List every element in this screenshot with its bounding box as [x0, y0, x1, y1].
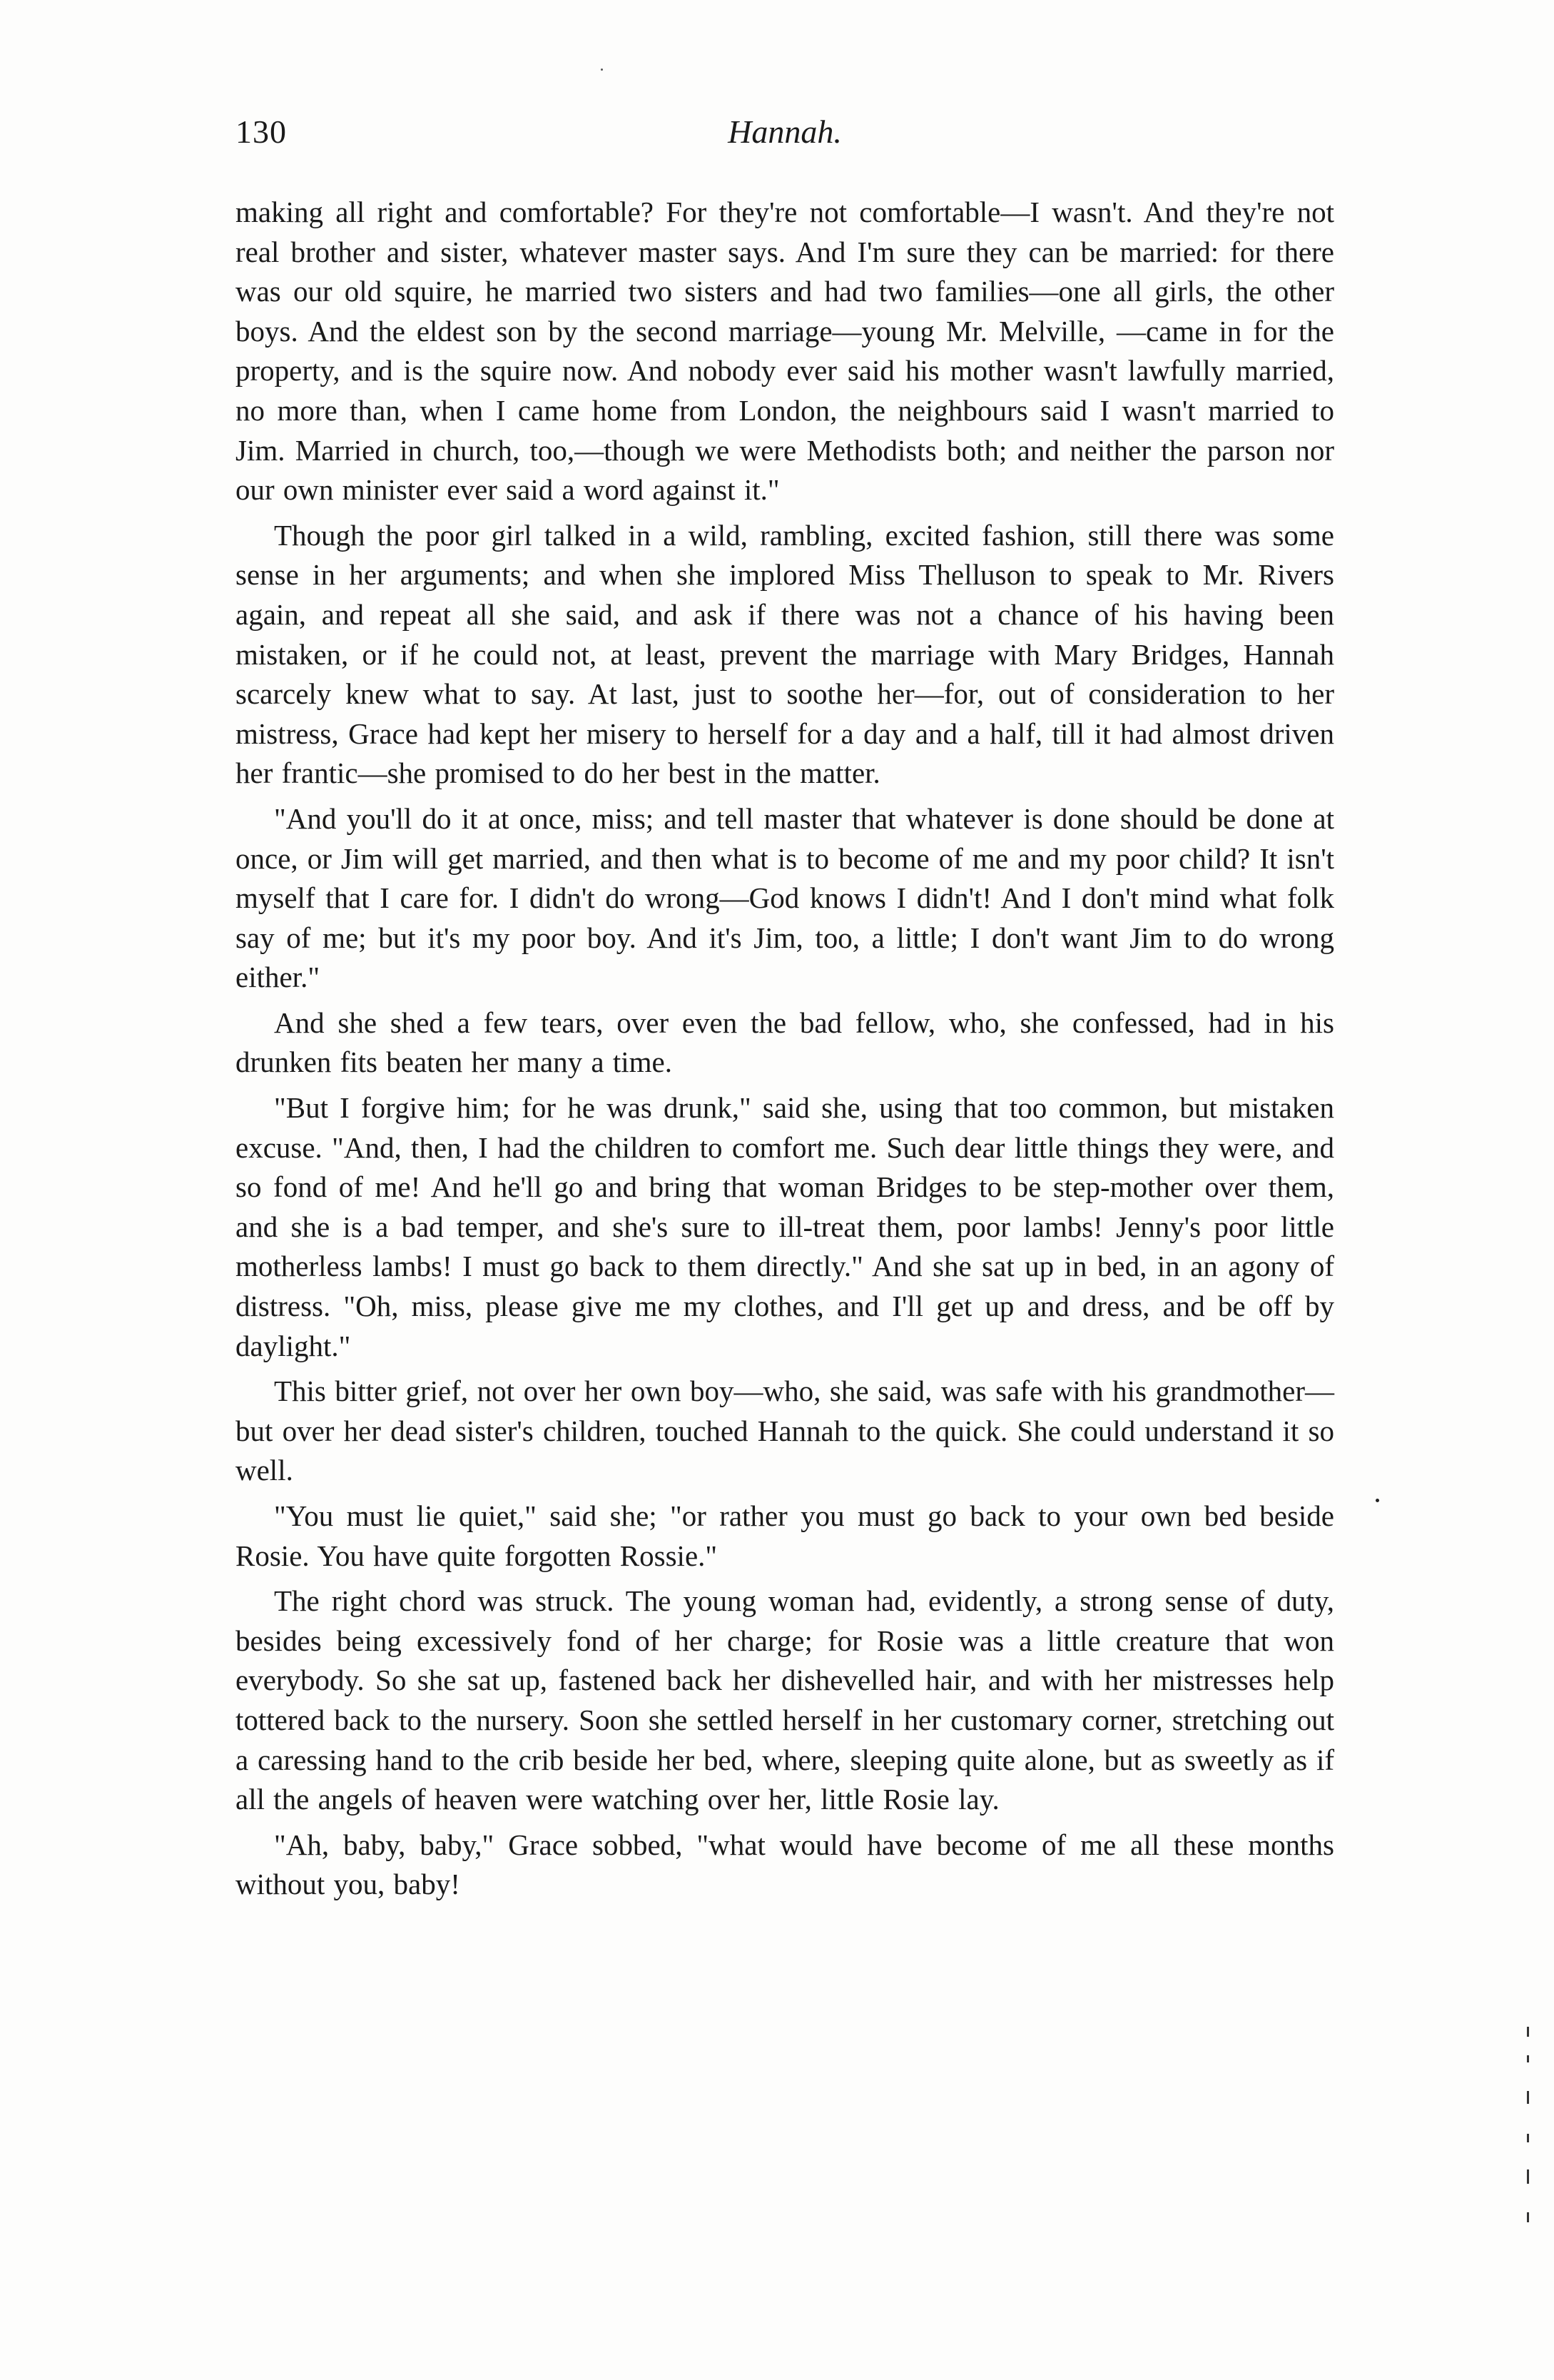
scan-speck — [1527, 2169, 1529, 2184]
paragraph: "Ah, baby, baby," Grace sobbed, "what would have become of me all these months without you, baby! — [235, 1828, 1334, 1901]
scan-speck — [1527, 2055, 1529, 2062]
scan-edge-specks — [1527, 2027, 1531, 2241]
paragraph: making all right and comfortable? For they're not comfortable—I wasn't. And they're not real brother and sister, whatever master says. And I'm sure they can be married: for there was our old squire, he married two sisters and had two families—one all girls, the other boys. And the eldest son by the second marriage—young Mr. Melville, —came in for the property, and is the squire now. And nobody ever said his mother wasn't lawfully married, no more than, when I came home from London, the neighbours said I wasn't married to Jim. Married in church, too,—though we were Methodists both; and neither the parson nor our own minister ever said a word against it." — [235, 196, 1334, 507]
paragraph: And she shed a few tears, over even the bad fellow, who, she confessed, had in his drunken fits beaten her many a time. — [235, 1006, 1334, 1079]
paragraph: Though the poor girl talked in a wild, rambling, excited fashion, still there was some sense in her arguments; and when she implored Miss Thelluson to speak to Mr. Rivers again, and repeat all she said, and ask if there was not a chance of his having been mistaken, or if he could not, at least, prevent the marriage with Mary Bridges, Hannah scarcely knew what to say. At last, just to soothe her—for, out of consideration to her mistress, Grace had kept her misery to herself for a day and a half, till it had almost driven her frantic—she promised to do her best in the matter. — [235, 518, 1334, 790]
paragraph: The right chord was struck. The young woman had, evidently, a strong sense of duty, besides being excessively fond of her charge; for Rosie was a little creature that won everybody. So she sat up, fastened back her dishevelled hair, and with her mistresses help tottered back to the nursery. Soon she settled herself in her customary corner, stretching out a caressing hand to the crib beside her bed, where, sleeping quite alone, but as sweetly as if all the angels of heaven were watching over her, little Rosie lay. — [235, 1584, 1334, 1816]
paragraph: "You must lie quiet," said she; "or rather you must go back to your own bed beside Rosie. You have quite forgotten Rossie." — [235, 1499, 1334, 1572]
scan-speck — [1376, 1499, 1379, 1502]
scan-mark — [601, 69, 603, 71]
page-number: 130 — [235, 113, 287, 150]
paragraph: This bitter grief, not over her own boy—who, she said, was safe with his grandmother—but over her dead sister's children, touched Hannah to the quick. She could understand it so well. — [235, 1374, 1334, 1487]
scan-speck — [1527, 2212, 1529, 2222]
paragraph: "And you'll do it at once, miss; and tell master that whatever is done should be done at once, or Jim will get married, and then what is to become of me and my poor child? It isn't myself that I care for. I didn't do wrong—God knows I didn't! And I don't mind what folk say of me; but it's my poor boy. And it's Jim, too, a little; I don't want Jim to do wrong either." — [235, 801, 1334, 994]
scan-speck — [1527, 2134, 1529, 2142]
page-header — [235, 113, 1334, 163]
running-title: Hannah. — [728, 113, 842, 150]
scan-speck — [1527, 2027, 1529, 2037]
paragraph: "But I forgive him; for he was drunk," said she, using that too common, but mistaken excuse. "And, then, I had the children to comfort me. Such dear little things they were, and so fond of me! And he'll go and bring that woman Bridges to be step-mother over them, and she is a bad temper, and she's sure to ill-treat them, poor lambs! Jenny's poor little motherless lambs! I must go back to them directly." And she sat up in bed, in an agony of distress. "Oh, miss, please give me my clothes, and I'll get up and dress, and be off by daylight." — [235, 1091, 1334, 1362]
scan-speck — [1527, 2091, 1529, 2104]
body-text — [235, 193, 1334, 1905]
